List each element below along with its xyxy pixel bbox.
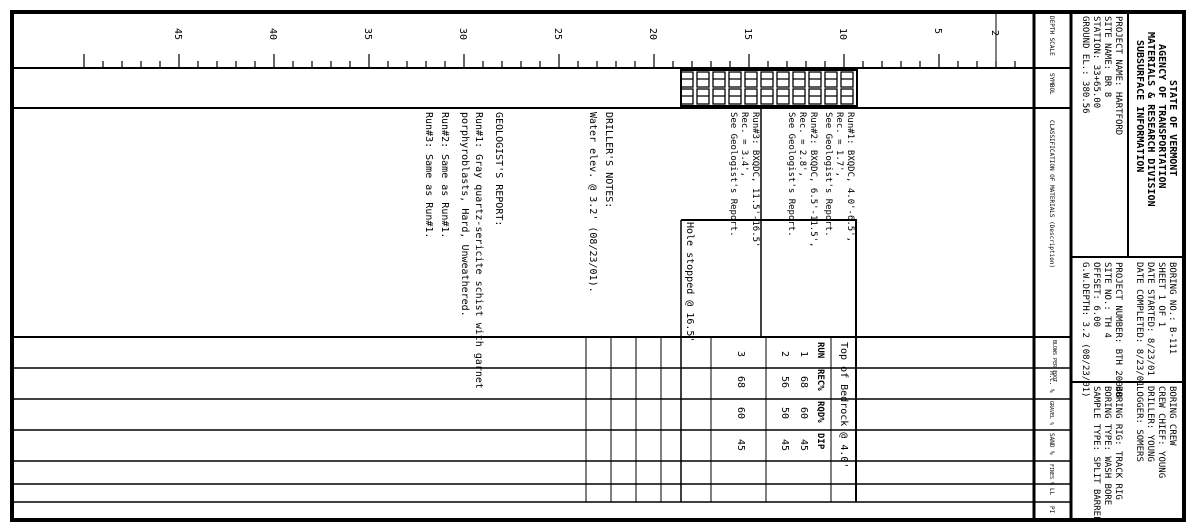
col-fines: FINES %	[1048, 464, 1054, 486]
groundwater-depth: G.W.DEPTH: 3.2 (08/23/01)	[1080, 262, 1090, 398]
depth-tick-label: 30	[457, 28, 468, 41]
crew-chief: CREW CHIEF: YOUNG	[1156, 386, 1166, 479]
rqd-header: RQD%	[815, 401, 825, 423]
run1-see-report: See Geologist's Report.	[823, 112, 833, 237]
run1-rec: 68	[798, 376, 809, 389]
depth-tick-label: 40	[267, 28, 278, 41]
run2-rqd: 50	[779, 407, 790, 420]
hole-stopped: Hole stopped @ 16.5'	[684, 222, 695, 343]
sample-type: SAMPLE TYPE: SPLIT BARREL	[1091, 386, 1101, 522]
outer-border	[12, 12, 1184, 520]
boring-log	[10, 10, 1186, 522]
run1-geology-cont: porphyroblasts, Hard, Unweathered.	[459, 112, 470, 317]
depth-tick-label: 10	[837, 28, 848, 41]
depth-tick-label: 45	[172, 28, 183, 41]
depth-tick-label: 5	[932, 28, 943, 35]
rock-symbol	[681, 70, 857, 106]
col-mc: M.C. %	[1048, 371, 1055, 393]
logger: LOGGER: SOMERS	[1134, 386, 1144, 462]
depth-tick-label: 15	[742, 28, 753, 41]
title-line: SUBSURFACE INFORMATION	[1134, 40, 1145, 173]
drillers-notes-heading: DRILLER'S NOTES:	[603, 112, 614, 209]
station: STATION: 33+65.00	[1091, 16, 1101, 109]
run1-geology: Run#1: Gray quartz-sericite schist with garnet	[473, 112, 484, 389]
depth-marker-label: 2	[989, 30, 1000, 37]
depth-tick-label: 20	[647, 28, 658, 41]
run3-number: 3	[735, 351, 746, 358]
ground-elevation: GROUND EL.: 380.56	[1080, 16, 1090, 114]
run1-recovery: Rec. = 1.7',	[834, 112, 844, 178]
run1-rqd: 60	[798, 407, 809, 420]
sheet-number: SHEET 1 OF 1	[1156, 262, 1166, 328]
dip-header: DIP	[815, 433, 825, 450]
run3-rec: 68	[735, 376, 746, 389]
run3-see-report: See Geologist's Report.	[728, 112, 738, 237]
offset: OFFSET: 6.00	[1091, 262, 1101, 328]
run3-geology: Run#3: Same as Run#1.	[423, 112, 434, 239]
top-of-bedrock: Top of Bedrock @ 4.0'	[838, 342, 849, 469]
boring-crew: BORING CREW	[1167, 386, 1177, 446]
boring-rig: BORING RIG: TRACK RIG	[1113, 386, 1123, 500]
site-number: SITE NO.: TH 4	[1102, 262, 1112, 338]
rec-header: REC%	[815, 369, 825, 391]
title-line: AGENCY OF TRANSPORTATION	[1156, 44, 1167, 189]
title-line: STATE OF VERMONT	[1167, 80, 1178, 177]
driller: DRILLER: YOUNG	[1145, 386, 1155, 462]
run1-dip: 45	[798, 439, 809, 452]
geologists-report-heading: GEOLOGIST'S REPORT:	[493, 112, 504, 227]
run1-description: Run#1: BXQDC, 4.0'-6.5',	[845, 112, 855, 243]
run-header: RUN	[815, 342, 825, 359]
run2-recovery: Rec. = 2.8',	[797, 112, 807, 178]
col-sand: SAND %	[1048, 433, 1055, 455]
run3-recovery: Rec. = 3.4',	[739, 112, 749, 178]
col-depth-scale: DEPTH SCALE	[1048, 16, 1055, 56]
run2-description: Run#2: BXQDC, 6.5'-11.5',	[808, 112, 818, 248]
site-name: SITE NAME: BR 8	[1102, 16, 1112, 98]
date-completed: DATE COMPLETED: 8/23/01	[1134, 262, 1144, 387]
notes	[423, 112, 614, 389]
run2-geology: Run#2: Same as Run#1.	[439, 112, 450, 239]
depth-tick-label: 25	[552, 28, 563, 41]
col-blows: BLOWS PER FOOT	[1051, 340, 1057, 383]
run3-description: Run#3: BXQDC, 11.5'-16.5'	[750, 112, 760, 248]
run2-see-report: See Geologist's Report.	[786, 112, 796, 237]
boring-type: BORING TYPE: WASH BORE	[1102, 386, 1112, 506]
water-elevation-note: Water elev. @ 3.2' (08/23/01).	[587, 112, 598, 293]
run3-rqd: 60	[735, 407, 746, 420]
title-line: MATERIALS & RESEARCH DIVISION	[1145, 32, 1156, 207]
run2-dip: 45	[779, 439, 790, 452]
run2-rec: 56	[779, 376, 790, 389]
col-symbol: SYMBOL	[1048, 73, 1055, 95]
run3-dip: 45	[735, 439, 746, 452]
col-classification: CLASSIFICATION OF MATERIALS (Description)	[1048, 120, 1055, 269]
col-ll: LL	[1048, 488, 1055, 496]
test-grid	[586, 220, 857, 502]
date-started: DATE STARTED: 8/23/01	[1145, 262, 1155, 376]
project-number: PROJECT NUMBER: BTH 2004B	[1113, 262, 1123, 398]
sample-description	[728, 108, 855, 337]
col-gravel: GRAVEL %	[1048, 401, 1054, 426]
run1-number: 1	[798, 351, 809, 358]
run2-number: 2	[779, 351, 790, 358]
report-title	[1134, 32, 1178, 207]
depth-scale	[84, 12, 1034, 68]
boring-number: BORING NO.: B-111	[1167, 262, 1177, 355]
project-name: PROJECT NAME: HARTFORD	[1113, 16, 1123, 136]
depth-tick-label: 35	[362, 28, 373, 41]
col-pi: PI	[1048, 506, 1055, 514]
